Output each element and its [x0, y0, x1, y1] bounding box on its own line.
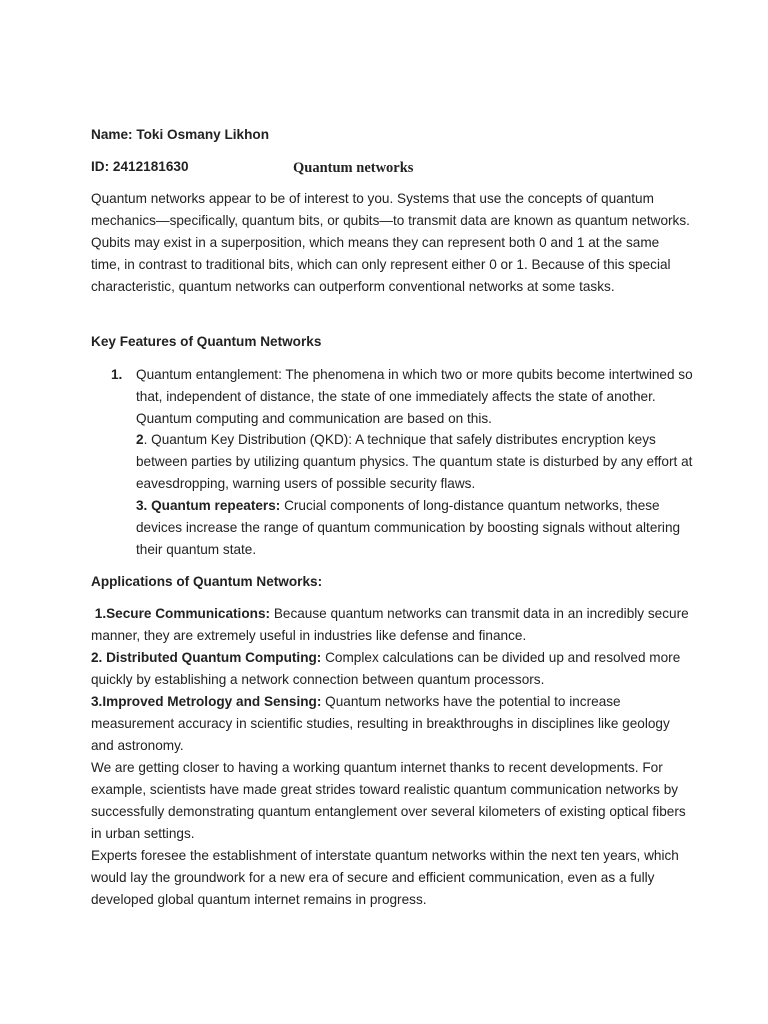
application-2: [91, 647, 691, 691]
application-1-text: Because quantum networks can transmit data in an incredibly secure manner, they are extremely useful in industries like defense and finance.: [91, 606, 693, 643]
feature-3: [136, 495, 696, 561]
features-heading: Key Features of Quantum Networks: [91, 334, 322, 349]
feature-2-text: . Quantum Key Distribution (QKD): A technique that safely distributes encryption keys between parties by utilizing quantum physics. The quantum state is disturbed by any effort at eavesdropping, warning users of possible security flaws.: [136, 432, 693, 491]
author-name: Name: Toki Osmany Likhon: [91, 127, 270, 142]
intro-paragraph: Quantum networks appear to be of interest to you. Systems that use the concepts of quantum mechanics—specifically, quantum bits, or qubits—to transmit data are known as quantum networks. Qubits may exist in a superposition, which means they can represent both 0 and 1 at the same time, in contrast to traditional bits, which can only represent either 0 or 1. Because of this special characteristic, quantum networks can outperform conventional networks at some tasks.: [91, 191, 690, 294]
feature-1-text: Quantum entanglement: The phenomena in which two or more qubits become intertwined so that, independent of distance, the state of one immediately affects the state of another. Quantum computing and communication are based on this.: [136, 367, 693, 426]
application-1: [91, 603, 691, 647]
feature-3-label: 3. Quantum repeaters:: [136, 498, 281, 513]
application-1-label: 1.Secure Communications:: [91, 606, 271, 621]
feature-2-number: 2: [136, 432, 144, 447]
document-title: Quantum networks: [293, 160, 414, 176]
feature-1-number: 1.: [111, 367, 123, 382]
application-2-label: 2. Distributed Quantum Computing:: [91, 650, 322, 665]
student-id: ID: 2412181630: [91, 159, 189, 174]
closing-paragraph-1: We are getting closer to having a working quantum internet thanks to recent developments. For example, scientists have made great strides toward realistic quantum communication networks by successfully demonstrating quantum entanglement over several kilometers of existing optical fibers in urban settings.: [91, 760, 686, 841]
application-3-label: 3.Improved Metrology and Sensing:: [91, 694, 322, 709]
application-2-text: Complex calculations can be divided up and resolved more quickly by establishing a network connection between quantum processors.: [91, 650, 681, 687]
application-3: [91, 691, 691, 757]
applications-heading: Applications of Quantum Networks:: [91, 574, 323, 589]
feature-3-text: Crucial components of long-distance quantum networks, these devices increase the range of quantum communication by boosting signals without altering their quantum state.: [136, 498, 681, 557]
feature-2: [136, 429, 696, 495]
closing-paragraph-2: Experts foresee the establishment of interstate quantum networks within the next ten years, which would lay the groundwork for a new era of secure and efficient communication, even as a fully developed global quantum internet remains in progress.: [91, 848, 679, 907]
application-3-text: Quantum networks have the potential to increase measurement accuracy in scientific studies, resulting in breakthroughs in disciplines like geology and astronomy.: [91, 694, 670, 753]
